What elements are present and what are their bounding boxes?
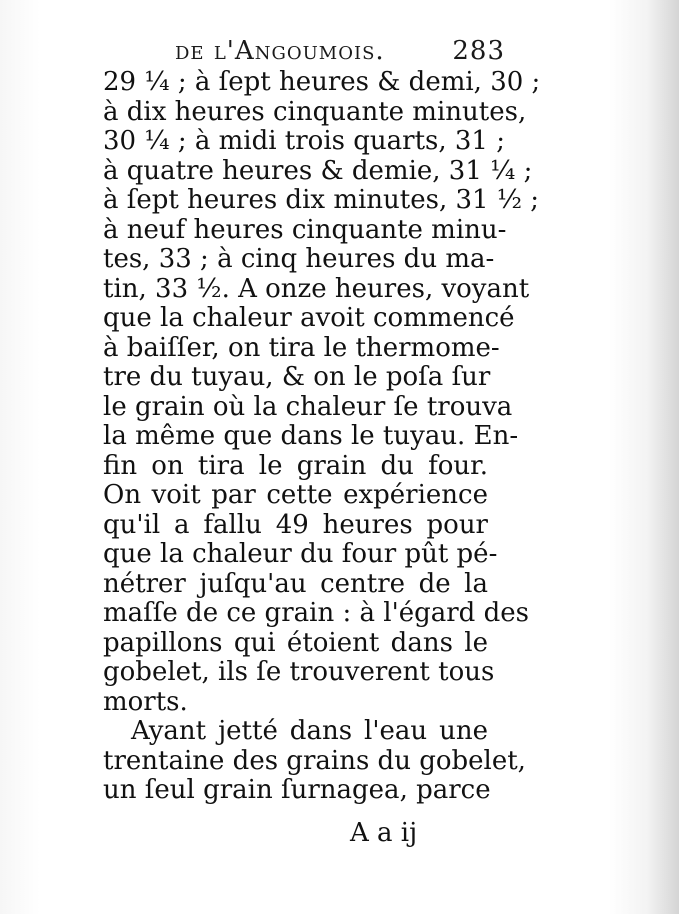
text-line: à neuf heures cinquante minu- (103, 214, 507, 245)
text-line: à baiſſer, on tira le thermome- (103, 332, 500, 363)
page-edge-shadow (609, 0, 679, 914)
text-line: la même que dans le tuyau. En- (103, 421, 519, 451)
text-line: morts. (103, 686, 188, 717)
text-line: gobelet, ils ſe trouverent tous (103, 657, 495, 687)
signature-mark: A a ij (350, 818, 418, 848)
text-line: fin on tira le grain du four. (103, 450, 488, 481)
running-head: de l'Angoumois. (175, 36, 385, 66)
text-line: à dix heures cinquante minutes, (103, 96, 527, 127)
text-line: tre du tuyau, & on le poſa ſur (103, 362, 491, 392)
text-line: On voit par cette expérience (103, 480, 488, 510)
text-line: Ayant jetté dans l'eau une (131, 716, 488, 746)
text-line: 29 ¼ ; à ſept heures & demi, 30 ; (103, 67, 541, 97)
text-line: nétrer juſqu'au centre de la (103, 568, 488, 599)
text-line: tes, 33 ; à cinq heures du ma- (103, 244, 495, 274)
text-line: à ſept heures dix minutes, 31 ½ ; (103, 185, 540, 215)
text-line: trentaine des grains du gobelet, (103, 745, 526, 776)
text-line: un ſeul grain ſurnagea, parce (103, 775, 491, 805)
page-gutter-shadow (0, 0, 40, 914)
text-line: que la chaleur avoit commencé (103, 303, 515, 333)
page-number: 283 (452, 36, 505, 66)
body-text (103, 67, 541, 806)
text-line: le grain où la chaleur ſe trouva (103, 391, 513, 422)
text-line: maſſe de ce grain : à l'égard des (103, 598, 529, 628)
text-line: à quatre heures & demie, 31 ¼ ; (103, 155, 533, 186)
text-line: tin, 33 ½. A onze heures, voyant (103, 273, 530, 304)
text-line: qu'il a fallu 49 heures pour (103, 509, 488, 540)
text-line: que la chaleur du four pût pé- (103, 539, 498, 569)
text-line: 30 ¼ ; à midi trois quarts, 31 ; (103, 126, 505, 156)
text-line: papillons qui étoient dans le (103, 627, 488, 658)
